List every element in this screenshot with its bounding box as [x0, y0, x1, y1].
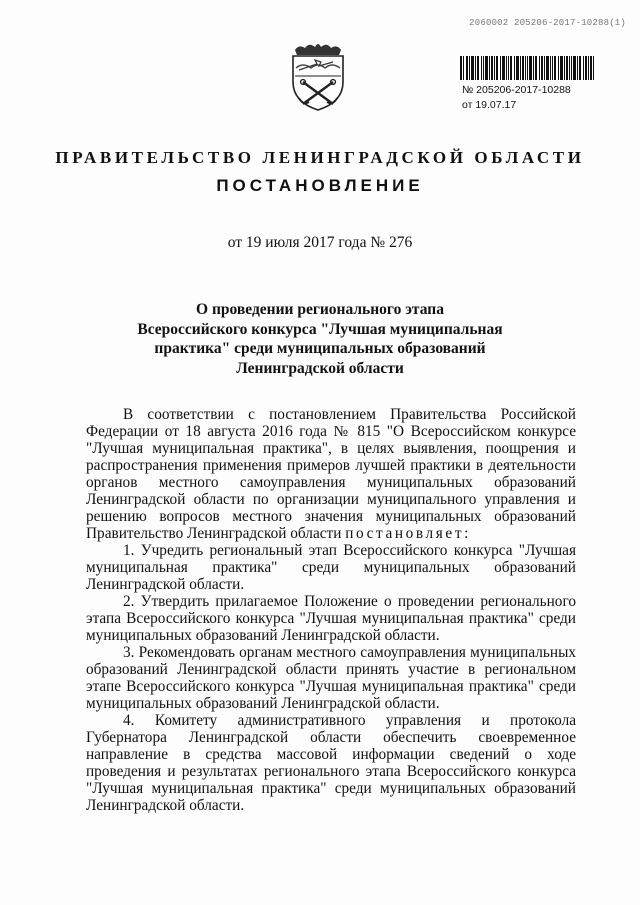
registration-date: от 19.07.17	[462, 99, 517, 111]
document-type-title: ПОСТАНОВЛЕНИЕ	[216, 176, 424, 195]
preamble-paragraph	[86, 406, 576, 542]
barcode-icon	[460, 56, 594, 80]
list-item: 3. Рекомендовать органам местного самоуправления муниципальных образований Ленинградской области принять участие в региональном этапе Всероссийского конкурса "Лучшая муниципальная практика" среди муниципальных образований Ленинградской области.	[86, 644, 576, 712]
list-item: 4. Комитету административного управления и протокола Губернатора Ленинградской области обеспечить своевременное направление в средства массовой информации сведений о ходе проведения и результатах регионального этапа Всероссийского конкурса "Лучшая муниципальная практика" среди муниципальных образований Ленинградской области.	[86, 712, 576, 814]
subject-line: Всероссийского конкурса "Лучшая муниципальная	[137, 320, 503, 338]
subject-line: практика" среди муниципальных образований	[154, 340, 486, 357]
list-item: 1. Учредить региональный этап Всероссийского конкурса "Лучшая муниципальная практика" среди муниципальных образований Ленинградской области.	[86, 542, 576, 593]
list-item: 2. Утвердить прилагаемое Положение о проведении регионального этапа Всероссийского конкурса "Лучшая муниципальная практика" среди муниципальных образований Ленинградской области.	[86, 593, 576, 644]
document-subject	[120, 300, 520, 378]
coat-of-arms-icon	[287, 40, 349, 112]
government-title: ПРАВИТЕЛЬСТВО ЛЕНИНГРАДСКОЙ ОБЛАСТИ	[55, 148, 585, 167]
document-date-number: от 19 июля 2017 года № 276	[227, 234, 413, 251]
registration-number: № 205206-2017-10288	[462, 84, 571, 96]
top-service-code: 2060002 205206-2017-10288(1)	[469, 18, 626, 28]
decree-word: постановляет:	[345, 525, 471, 542]
subject-line: О проведении регионального этапа	[196, 301, 444, 318]
subject-line: Ленинградской области	[236, 359, 404, 377]
document-body	[86, 406, 576, 814]
preamble-text: В соответствии с постановлением Правительства Российской Федерации от 18 августа 2016 года № 815 "О Всероссийском конкурсе "Лучшая муниципальная практика", в целях выявления, поощрения и распространения применения примеров лучшей практики в деятельности органов местного самоуправления муниципальных образований Ленинградской области по организации муниципального управления и решению вопросов местного значения муниципальных образований Правительство Ленинградской области	[86, 406, 576, 542]
